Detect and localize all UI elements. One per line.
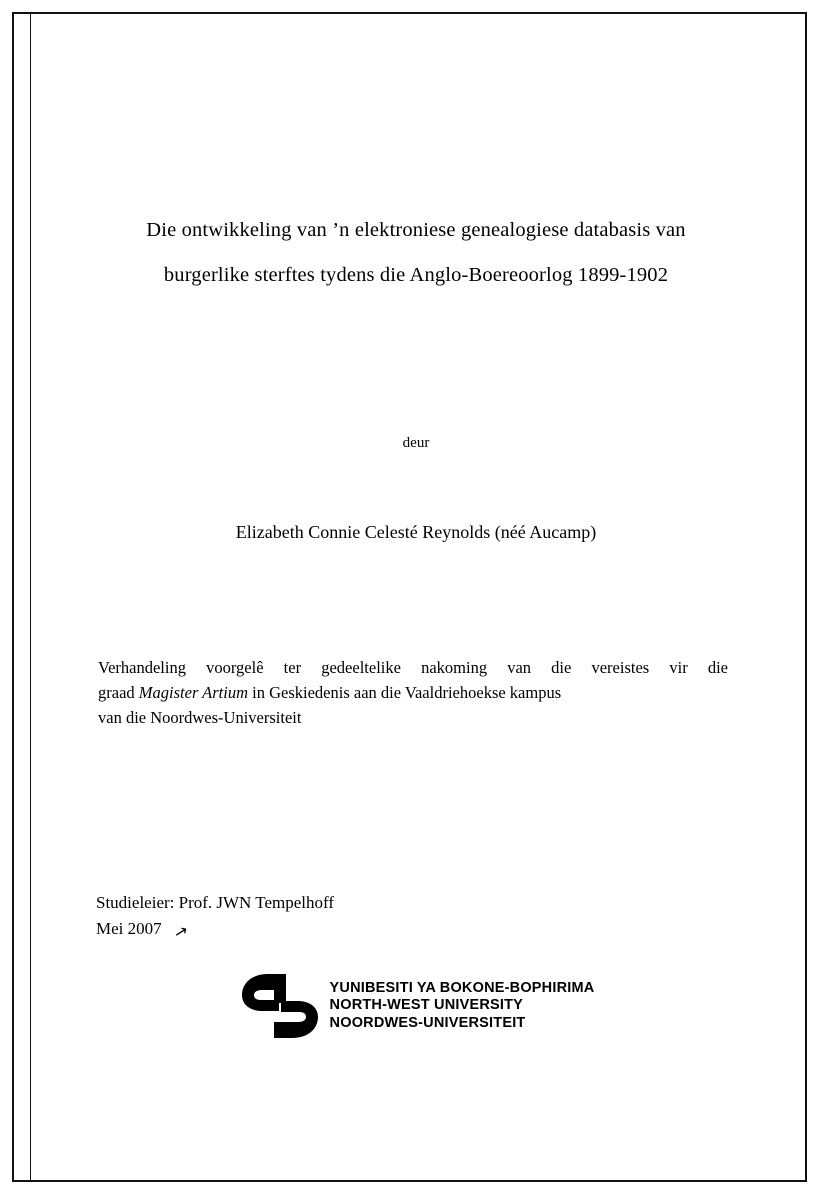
supervisor-line: Studieleier: Prof. JWN Tempelhoff <box>96 893 335 912</box>
degree-name-italic: Magister Artium <box>138 683 249 702</box>
thesis-title <box>96 208 736 298</box>
logo-text-line-2: NORTH-WEST UNIVERSITY <box>329 997 524 1014</box>
thesis-title-line-2: burgerlike sterftes tydens die Anglo-Boereoorlog 1899-1902 <box>163 264 669 286</box>
supervisor-block <box>96 890 736 942</box>
degree-statement-line-3: van die Noordwes-Universiteit <box>98 708 302 727</box>
university-logo-block <box>96 970 736 1042</box>
degree-statement <box>98 655 728 730</box>
north-west-university-logo-icon <box>238 970 322 1042</box>
by-label: deur <box>402 435 430 451</box>
logo-text-line-1: YUNIBESITI YA BOKONE-BOPHIRIMA <box>329 979 595 996</box>
date-line <box>96 916 736 942</box>
date-value: Mei 2007 <box>96 919 162 938</box>
university-logo-text <box>330 980 595 1033</box>
logo-text-line-3: NOORDWES-UNIVERSITEIT <box>329 1014 526 1031</box>
author-name: Elizabeth Connie Celesté Reynolds (néé Aucamp) <box>235 522 597 542</box>
page-inner-edge <box>30 12 31 1182</box>
degree-statement-line-2-prefix: graad <box>98 683 139 702</box>
degree-statement-line-2-suffix: in Geskiedenis aan die Vaaldriehoekse kampus <box>248 683 562 702</box>
degree-statement-line-2 <box>98 680 728 705</box>
page-content <box>96 40 736 1150</box>
degree-statement-line-1: Verhandeling voorgelê ter gedeeltelike nakoming van die vereistes vir die <box>98 658 728 677</box>
date-annotation-mark: ↗ <box>172 922 190 943</box>
thesis-title-line-1: Die ontwikkeling van ’n elektroniese genealogiese databasis van <box>146 219 686 241</box>
